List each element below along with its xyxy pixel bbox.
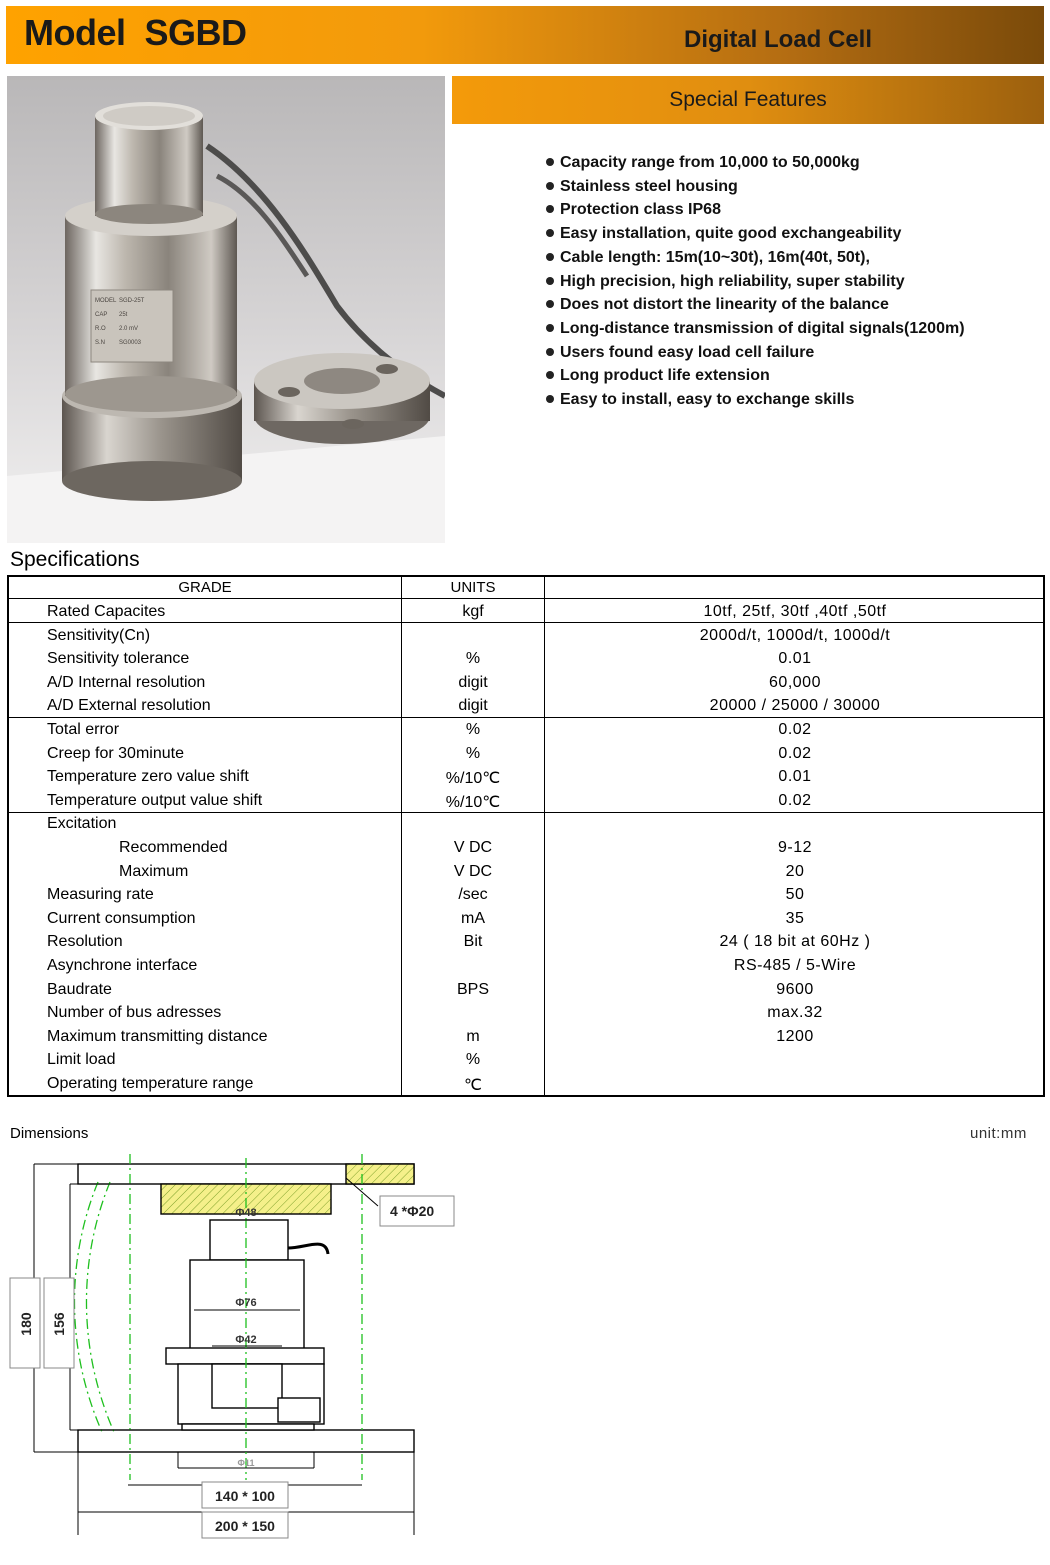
row-param: Current consumption [47,909,196,927]
row-param: Recommended [119,839,228,856]
feature-text: Stainless steel housing [560,177,738,195]
row-param: Rated Capacites [47,603,166,620]
table-row [9,1002,1043,1026]
unit-label: unit:mm [970,1125,1027,1142]
table-row [9,1073,1043,1097]
row-unit: digit [458,697,488,715]
arc-line [86,1182,114,1432]
row-unit: ℃ [464,1077,482,1094]
row-unit: Bit [463,933,483,951]
row-param: Asynchrone interface [47,957,198,974]
bullet-icon [546,324,554,332]
height-180-label: 180 [18,1312,34,1336]
photo-label-4: S.N [95,340,106,346]
row-unit: % [465,721,481,738]
row-unit: %/10℃ [445,770,501,788]
row-value: max.32 [767,1004,823,1022]
table-row [9,766,1043,790]
table-row [9,931,1043,955]
feature-item [546,246,965,270]
feature-text: Easy to install, easy to exchange skills [560,391,855,409]
header-units: UNITS [450,579,496,596]
feature-text: Long product life extension [560,367,770,385]
row-param: Measuring rate [47,886,154,904]
table-row [9,813,1043,837]
feature-item [546,270,965,294]
bullet-icon [546,205,554,213]
feature-item [546,341,965,365]
row-value: 0.02 [778,791,812,809]
feature-item [546,151,965,175]
bullet-icon [546,229,554,237]
row-value: 24 ( 18 bit at 60Hz ) [719,933,871,951]
inner-stem [212,1364,282,1408]
row-unit: % [465,650,481,668]
feature-item [546,198,965,222]
row-param: Baudrate [47,980,112,998]
feature-item [546,293,965,317]
photo-label-2: CAP [95,312,108,318]
height-156-label: 156 [51,1312,67,1336]
row-param: Operating temperature range [47,1075,254,1092]
photo-label-3: R.O [95,326,106,332]
row-value: 2000d/t, 1000d/t, 1000d/t [699,626,891,644]
pedestal [182,1424,314,1430]
bullet-icon [546,277,554,285]
feature-text: Capacity range from 10,000 to 50,000kg [560,154,860,171]
row-unit: %/10℃ [445,793,501,811]
table-row [9,601,1043,625]
row-param: A/D Internal resolution [47,673,206,691]
row-unit: mA [461,909,485,927]
row-value: 50 [785,886,805,904]
load-button [210,1220,288,1260]
load-cell-illustration [7,76,445,543]
feature-item [546,317,965,341]
row-param: Total error [47,721,120,738]
row-unit: % [465,1051,481,1069]
table-row [9,979,1043,1003]
row-unit: /sec [458,886,488,904]
row-value: 20000 / 25000 / 30000 [709,697,881,715]
photo-value-4: SG0003 [119,340,142,346]
features-title: Special Features [669,88,827,111]
table-row [9,695,1043,719]
feature-item [546,388,965,412]
hatch-section [346,1164,414,1184]
row-value: RS-485 / 5-Wire [733,957,857,974]
row-param: Number of bus adresses [47,1004,222,1022]
base-140-label: 140 * 100 [215,1488,275,1504]
product-photo [7,76,445,543]
row-value: 9600 [776,980,814,998]
row-unit: kgf [462,603,484,620]
feature-text: Long-distance transmission of digital signals(1200m) [560,319,965,337]
row-param: Maximum transmitting distance [47,1027,268,1045]
connector [278,1398,320,1422]
row-value: 35 [785,909,805,927]
photo-label-1: MODEL [95,298,117,304]
row-param: Resolution [47,933,123,951]
photo-value-3: 2.0 mV [119,326,139,332]
features-list [546,151,965,412]
feature-text: High precision, high reliability, super stability [560,272,905,290]
feature-item [546,175,965,199]
bullet-icon [546,348,554,356]
table-row [9,1049,1043,1073]
table-row [9,625,1043,649]
table-row [9,955,1043,979]
bullet-icon [546,300,554,308]
row-param: Sensitivity(Cn) [47,626,151,644]
table-row [9,837,1043,861]
row-value: 9-12 [777,839,813,856]
table-row [9,884,1043,908]
diameter-76-label: Φ76 [235,1297,257,1309]
cable [288,1244,328,1254]
row-unit: V DC [453,839,493,856]
row-param: A/D External resolution [47,697,211,715]
feature-item [546,222,965,246]
diameter-42-label: Φ42 [235,1334,257,1346]
feature-text: Cable length: 15m(10~30t), 16m(40t, 50t), [560,248,870,266]
specs-title: Specifications [10,548,140,571]
row-value: 0.01 [778,650,812,668]
row-unit: BPS [456,980,489,998]
photo-value-1: SGD-25T [119,298,145,304]
row-value: 0.01 [778,768,812,786]
row-value: 20 [785,862,805,880]
arc-line [74,1182,102,1432]
table-row [9,743,1043,767]
row-unit: m [466,1027,480,1045]
dimension-drawing [6,1150,476,1560]
row-value: 60,000 [769,673,821,691]
bullet-icon [546,371,554,379]
product-subtitle: Digital Load Cell [684,26,873,53]
row-param: Temperature output value shift [47,791,263,809]
row-param: Maximum [119,862,189,880]
model-title: Model SGBD [24,12,247,53]
bullet-icon [546,253,554,261]
table-row [9,719,1043,743]
body-flange [166,1348,324,1364]
photo-value-2: 25t [119,312,128,318]
dimensions-title: Dimensions [10,1125,89,1142]
table-row [9,672,1043,696]
diameter-11-label: Φ11 [237,1458,255,1468]
row-value: 1200 [776,1027,814,1045]
row-value: 0.02 [778,721,812,738]
feature-text: Does not distort the linearity of the balance [560,296,889,314]
feature-text: Easy installation, quite good exchangeability [560,225,902,243]
table-row [9,1026,1043,1050]
table-row [9,648,1043,672]
holes-label: 4 *Φ20 [390,1203,435,1219]
row-param: Excitation [47,815,117,833]
feature-text: Users found easy load cell failure [560,343,815,361]
header-grade: GRADE [178,579,232,596]
table-row [9,861,1043,885]
row-value: 10tf, 25tf, 30tf ,40tf ,50tf [703,603,887,620]
diameter-48-label: Φ48 [235,1207,257,1219]
row-divider [9,598,1043,599]
row-param: Creep for 30minute [47,744,184,762]
base-200-label: 200 * 150 [215,1518,275,1534]
bullet-icon [546,182,554,190]
row-param: Limit load [47,1051,116,1069]
feature-item [546,364,965,388]
feature-text: Protection class IP68 [560,201,721,219]
row-value: 0.02 [778,744,812,762]
row-unit: V DC [453,862,493,880]
bullet-icon [546,395,554,403]
features-header [452,76,1044,124]
spec-table [7,575,1045,1097]
table-row [9,908,1043,932]
table-row [9,790,1043,814]
row-param: Sensitivity tolerance [47,650,190,668]
row-param: Temperature zero value shift [47,768,249,786]
row-unit: digit [458,673,488,691]
row-unit: % [465,744,481,762]
bullet-icon [546,158,554,166]
